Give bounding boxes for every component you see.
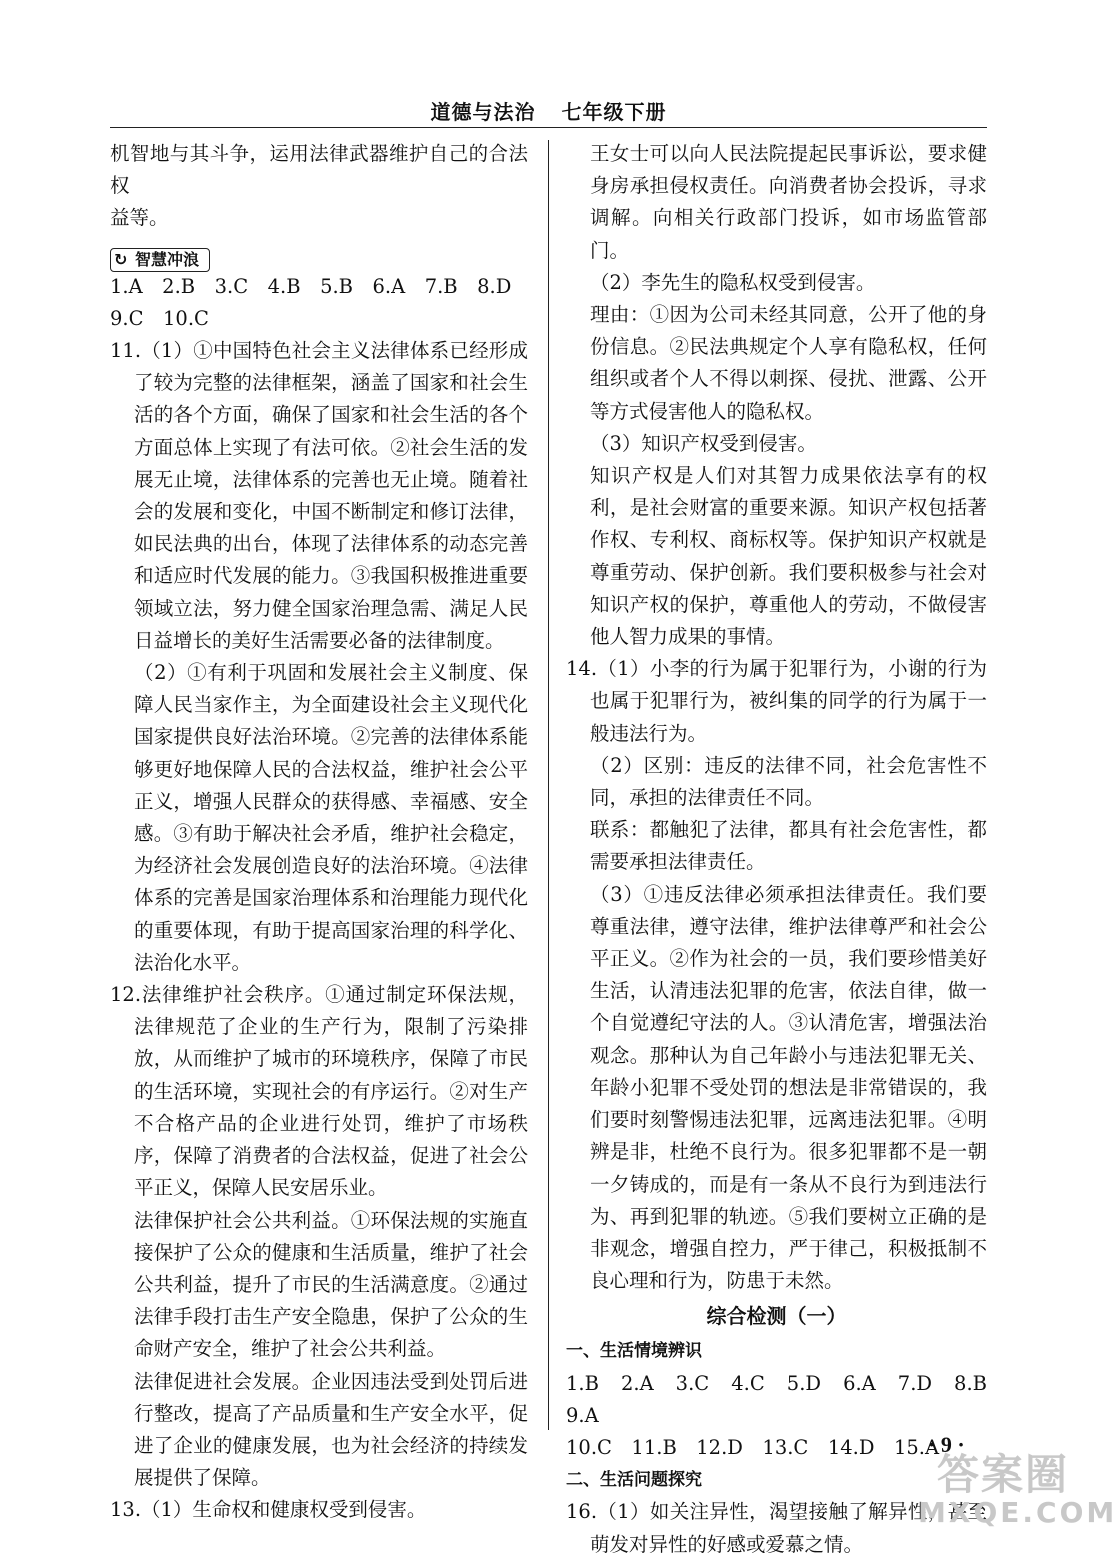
badge-label: 智慧冲浪 bbox=[135, 249, 200, 269]
intro-line-2: 益等。 bbox=[110, 206, 169, 230]
q13-part2-reason: 理由：①因为公司未经其同意，公开了他的身份信息。②民法典规定个人享有隐私权，任何组织或者个人不得以刺探、侵扰、泄露、公开等方式侵害他人的隐私权。 bbox=[590, 303, 987, 423]
q14-part2: （2）区别：违反的法律不同，社会危害性不同，承担的法律责任不同。 bbox=[590, 753, 987, 810]
mc-answers-row-2: 9.C 10.C bbox=[110, 306, 209, 330]
q13-part1: 13.（1）生命权和健康权受到侵害。 bbox=[110, 1498, 427, 1522]
site-watermark bbox=[918, 1450, 1117, 1529]
q14-part2-link: 联系：都触犯了法律，都具有社会危害性，都需要承担法律责任。 bbox=[590, 818, 987, 874]
q14-part1: 14.（1）小李的行为属于犯罪行为，小谢的行为也属于犯罪行为，被纠集的同学的行为属于一般违法行为。 bbox=[566, 657, 987, 745]
mc-answers-row-1: 1.A 2.B 3.C 4.B 5.B 6.A 7.B 8.D bbox=[110, 274, 512, 298]
header-grade: 七年级下册 bbox=[561, 100, 667, 124]
q14-part3: （3）①违反法律必须承担法律责任。我们要尊重法律，遵守法律，维护法律尊严和社会公平正义。②作为社会的一员，我们要珍惜美好生活，认清违法犯罪的危害，依法自律，做一个自觉遵纪守法的人。③认清危害，增强法治观念。那种认为自己年龄小与违法犯罪无关、年龄小犯罪不受处罚的想法是非常错误的，我们要时刻警惕违法犯罪，远离违法犯罪。④明辨是非，杜绝不良行为。很多犯罪都不是一朝一夕铸成的，而是有一条从不良行为到违法行为、再到犯罪的轨迹。⑤我们要树立正确的是非观念，增强自控力，严于律己，积极抵制不良心理和行为，防患于未然。 bbox=[590, 882, 987, 1293]
part2-heading: 二、生活问题探究 bbox=[566, 1470, 702, 1491]
q11-part1: 11.（1）①中国特色社会主义法律体系已经形成了较为完整的法律框架，涵盖了国家和社会生活的各个方面，确保了国家和社会生活的各个方面总体上实现了有法可依。②社会生活的发展无止境，法律体系的完善也无止境。随着社会的发展和变化，中国不断制定和修订法律，如民法典的出台，体现了法律体系的动态完善和适应时代发展的能力。③我国积极推进重要领域立法，努力健全国家治理急需、满足人民日益增长的美好生活需要必备的法律制度。 bbox=[110, 339, 528, 652]
part1-answers-row-1: 1.B 2.A 3.C 4.C 5.D 6.A 7.D 8.B 9.A bbox=[566, 1371, 1007, 1427]
column-divider bbox=[548, 140, 549, 1430]
watermark-logo-text: 答案圈 bbox=[936, 1450, 1069, 1499]
q12-para2: 法律保护社会公共利益。①环保法规的实施直接保护了公众的健康和生活质量，维护了社会公共利益，提升了市民的生活满意度。②通过法律手段打击生产安全隐患，保护了公众的生命财产安全，维护了社会公共利益。 bbox=[134, 1208, 528, 1361]
left-column bbox=[110, 138, 528, 1527]
q11-part2: （2）①有利于巩固和发展社会主义制度、保障人民当家作主，为全面建设社会主义现代化国家提供良好法治环境。②完善的法律体系能够更好地保障人民的合法权益，维护社会公平正义，增强人民群众的获得感、幸福感、安全感。③有助于解决社会矛盾，维护社会稳定，为经济社会发展创造良好的法治环境。④法律体系的完善是国家治理体系和治理能力现代化的重要体现，有助于提高国家治理的科学化、法治化水平。 bbox=[134, 661, 528, 974]
header-subject: 道德与法治 bbox=[430, 100, 536, 124]
header-rule bbox=[110, 127, 987, 128]
running-header bbox=[110, 96, 987, 125]
q16-part1: 16.（1）如关注异性，渴望接触了解异性，甚至萌发对异性的好感或爱慕之情。 bbox=[566, 1500, 987, 1556]
page-number: · 9 · bbox=[928, 1432, 965, 1457]
intro-line-1: 机智地与其斗争，运用法律武器维护自己的合法权 bbox=[110, 142, 528, 198]
part1-heading: 一、生活情境辨识 bbox=[566, 1341, 702, 1362]
q13-part2: （2）李先生的隐私权受到侵害。 bbox=[590, 270, 876, 294]
q12-para3: 法律促进社会发展。企业因违法受到处罚后进行整改，提高了产品质量和生产安全水平，促进了企业的健康发展，也为社会经济的持续发展提供了保障。 bbox=[134, 1369, 528, 1490]
q12-para1: 12.法律维护社会秩序。①通过制定环保法规，法律规范了企业的生产行为，限制了污染排放，从而维护了城市的环境秩序，保障了市民的生活环境，实现社会的有序运行。②对生产不合格产品的企业进行处罚，维护了市场秩序，保障了消费者的合法权益，促进了社会公平正义，保障人民安居乐业。 bbox=[110, 983, 528, 1200]
wave-arrow-icon: ↻ bbox=[114, 249, 128, 269]
watermark-domain: MXQE.COM bbox=[918, 1496, 1117, 1529]
q13-continued: 王女士可以向人民法院提起民事诉讼，要求健身房承担侵权责任。向消费者协会投诉，寻求调解。向相关行政部门投诉，如市场监管部门。 bbox=[590, 142, 987, 262]
part1-answers-row-2: 10.C 11.B 12.D 13.C 14.D 15.A bbox=[566, 1435, 940, 1459]
section-title: 综合检测（一） bbox=[706, 1304, 847, 1329]
q13-part3-text: 知识产权是人们对其智力成果依法享有的权利，是社会财富的重要来源。知识产权包括著作权、专利权、商标权等。保护知识产权就是尊重劳动、保护创新。我们要积极参与社会对知识产权的保护，尊重他人的劳动，不做侵害他人智力成果的事情。 bbox=[590, 464, 987, 649]
q13-part3: （3）知识产权受到侵害。 bbox=[590, 431, 817, 455]
section-badge bbox=[110, 248, 210, 272]
